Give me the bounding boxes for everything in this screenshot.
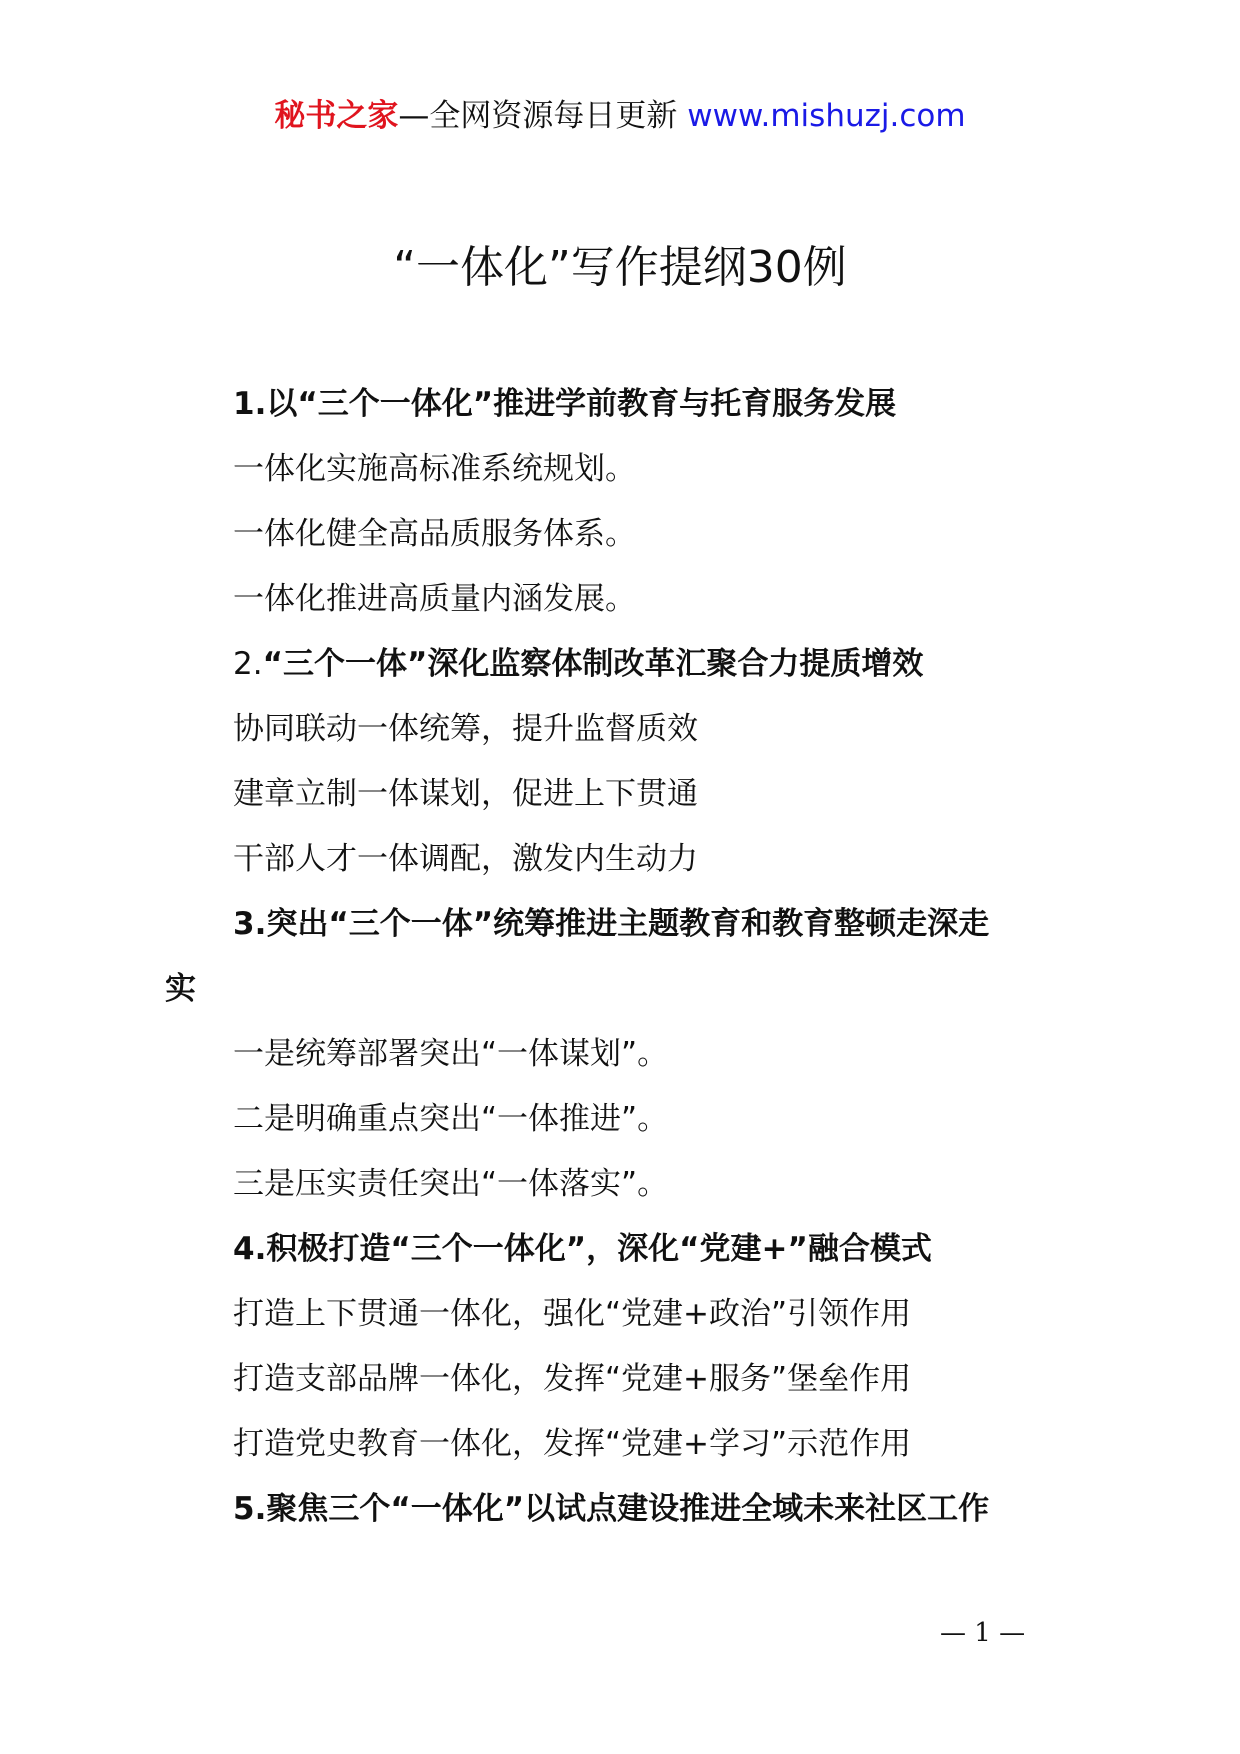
- section-1-item-3: 一体化推进高质量内涵发展。: [233, 581, 636, 617]
- site-tagline: —全网资源每日更新: [398, 98, 688, 134]
- document-body: [165, 372, 1095, 1542]
- section-2-number: 2.: [233, 646, 263, 682]
- section-2-heading: [165, 632, 1095, 697]
- section-3-heading: 3.突出“三个一体”统筹推进主题教育和教育整顿走深走: [233, 906, 990, 942]
- page-number: — 1 —: [940, 1618, 1026, 1648]
- section-2-item-3: 干部人才一体调配，激发内生动力: [233, 841, 698, 877]
- section-1-heading: 1.以“三个一体化”推进学前教育与托育服务发展: [233, 386, 897, 422]
- section-5-heading: 5.聚焦三个“一体化”以试点建设推进全域未来社区工作: [233, 1491, 990, 1527]
- section-4-item-3: 打造党史教育一体化，发挥“党建+学习”示范作用: [233, 1426, 912, 1462]
- brand-name: 秘书之家: [274, 98, 399, 134]
- section-3-item-3: 三是压实责任突出“一体落实”。: [233, 1166, 669, 1202]
- document-title: “一体化”写作提纲30例: [393, 242, 847, 293]
- section-2-item-1: 协同联动一体统筹，提升监督质效: [233, 711, 698, 747]
- section-1-item-2: 一体化健全高品质服务体系。: [233, 516, 636, 552]
- section-3-heading-continued: 实: [165, 971, 196, 1007]
- section-3-item-1: 一是统筹部署突出“一体谋划”。: [233, 1036, 669, 1072]
- section-3-item-2: 二是明确重点突出“一体推进”。: [233, 1101, 669, 1137]
- section-2-item-2: 建章立制一体谋划，促进上下贯通: [233, 776, 698, 812]
- site-header: [0, 96, 1240, 136]
- site-url-link[interactable]: www.mishuzj.com: [687, 98, 966, 134]
- section-4-heading: 4.积极打造“三个一体化”，深化“党建+”融合模式: [233, 1231, 932, 1267]
- section-1-item-1: 一体化实施高标准系统规划。: [233, 451, 636, 487]
- section-2-heading-text: “三个一体”深化监察体制改革汇聚合力提质增效: [262, 646, 924, 682]
- section-4-item-2: 打造支部品牌一体化，发挥“党建+服务”堡垒作用: [233, 1361, 912, 1397]
- section-4-item-1: 打造上下贯通一体化，强化“党建+政治”引领作用: [233, 1296, 912, 1332]
